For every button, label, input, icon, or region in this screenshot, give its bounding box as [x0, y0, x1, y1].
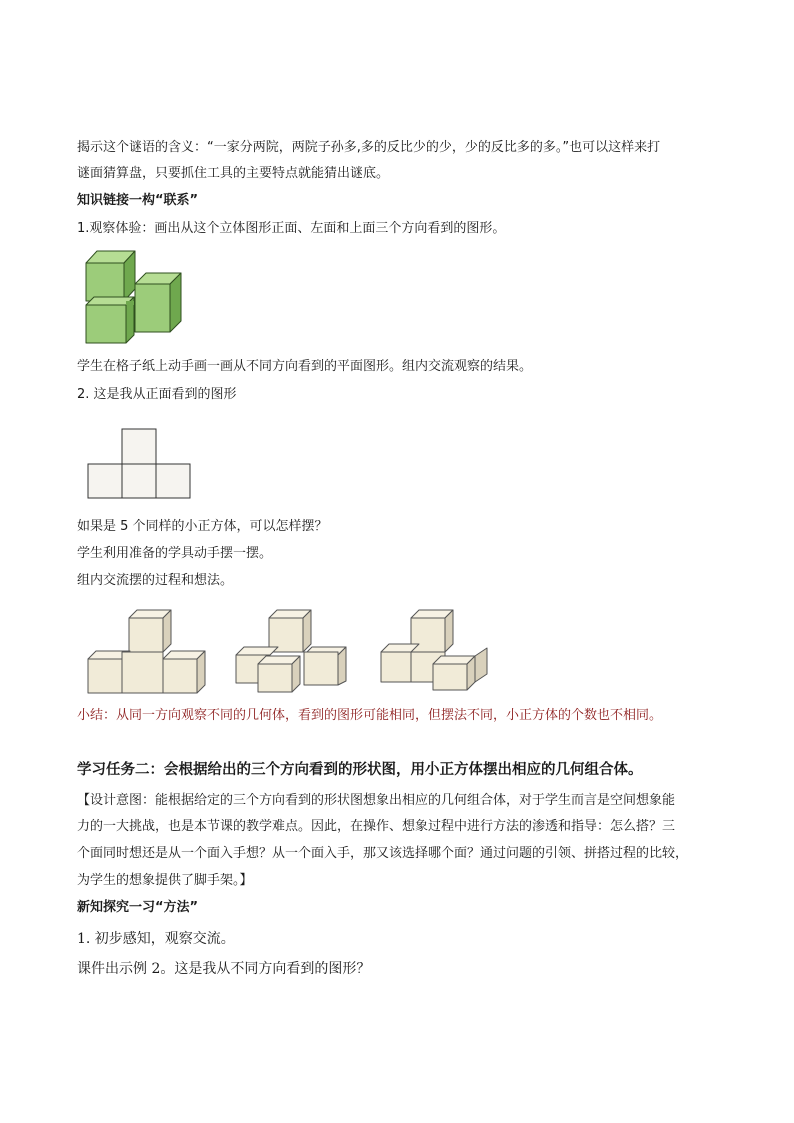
- paragraph-observe-task: 1.观察体验：画出从这个立体图形正面、左面和上面三个方向看到的图形。: [77, 221, 506, 236]
- cube-arrangement-1: [86, 608, 208, 692]
- cube-arrangement-2: [234, 608, 352, 694]
- design-intent-line4: 为学生的想象提供了脚手架。】: [77, 873, 253, 888]
- paragraph-initial-perception: 1. 初步感知，观察交流。: [77, 931, 235, 947]
- design-intent-line3: 个面同时想还是从一个面入手想？从一个面入手，那又该选择哪个面？通过问题的引领、拼搭过程的比较，: [77, 846, 689, 861]
- design-intent-line2: 力的一大挑战，也是本节课的教学难点。因此，在操作、想象过程中进行方法的渗透和指导：怎么搭？三: [77, 819, 676, 834]
- paragraph-five-cubes-question: 如果是 5 个同样的小正方体，可以怎样摆？: [77, 519, 328, 534]
- cube-arrangement-3: [379, 608, 491, 692]
- paragraph-riddle-line1: 揭示这个谜语的含义：“一家分两院，两院子孙多,多的反比少的少，少的反比多的多。”也可以这样来打: [77, 140, 661, 155]
- paragraph-riddle-line2: 谜面猜算盘，只要抓住工具的主要特点就能猜出谜底。: [77, 166, 390, 181]
- green-cubes-figure: [84, 249, 184, 347]
- paragraph-group-share: 组内交流摆的过程和想法。: [77, 573, 234, 588]
- paragraph-hands-on: 学生利用准备的学具动手摆一摆。: [77, 546, 273, 561]
- design-intent-line1: 【设计意图：能根据给定的三个方向看到的形状图想象出相应的几何组合体，对于学生而言是空间想象能: [77, 793, 676, 808]
- paragraph-draw-views: 学生在格子纸上动手画一画从不同方向看到的平面图形。组内交流观察的结果。: [77, 359, 533, 374]
- summary-conclusion: 小结：从同一方向观察不同的几何体，看到的图形可能相同，但摆法不同，小正方体的个数也不相同。: [77, 708, 663, 723]
- heading-knowledge-link: 知识链接一构“联系”: [77, 193, 199, 208]
- paragraph-example-two: 课件出示例 2。这是我从不同方向看到的图形？: [77, 961, 371, 977]
- heading-learning-task-two: 学习任务二：会根据给出的三个方向看到的形状图，用小正方体摆出相应的几何组合体。: [77, 762, 643, 778]
- paragraph-front-view-intro: 2. 这是我从正面看到的图形: [77, 387, 237, 402]
- front-view-shape: [88, 428, 192, 500]
- heading-new-knowledge: 新知探究一习“方法”: [77, 900, 199, 915]
